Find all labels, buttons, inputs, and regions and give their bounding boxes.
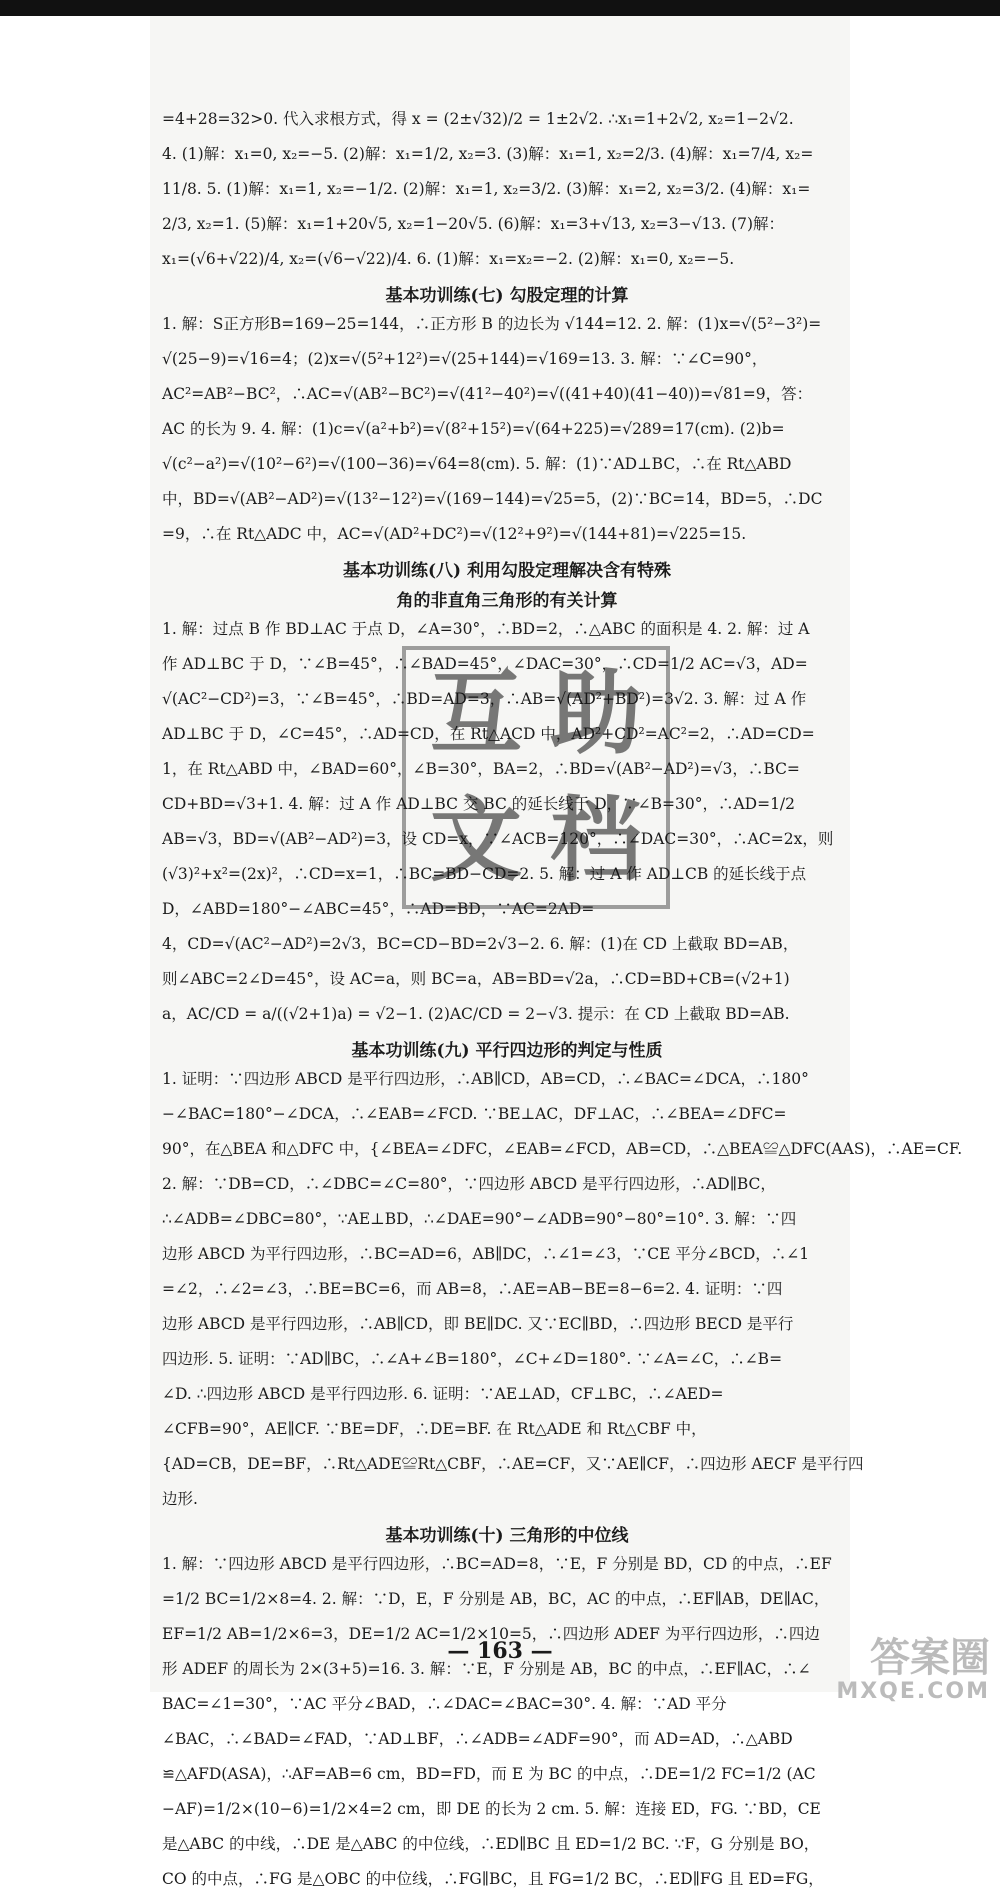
text-line: =1/2 BC=1/2×8=4. 2. 解：∵D，E，F 分别是 AB，BC，AC 的中点，∴EF∥AB，DE∥AC，	[162, 1590, 830, 1608]
text-line: BAC=∠1=30°，∵AC 平分∠BAD，∴∠DAC=∠BAC=30°. 4. 解：∵AD 平分	[162, 1695, 727, 1713]
text-line: 2. 解：∵DB=CD，∴∠DBC=∠C=80°，∵四边形 ABCD 是平行四边形，∴AD∥BC，	[162, 1175, 776, 1193]
text-line: 4. (1)解：x₁=0, x₂=−5. (2)解：x₁=1/2, x₂=3. (3)解：x₁=1, x₂=2/3. (4)解：x₁=7/4, x₂=	[162, 145, 814, 163]
stamp-char: 助	[549, 659, 642, 767]
text-line: EF=1/2 AB=1/2×6=3，DE=1/2 AC=1/2×10=5，∴四边形 ADEF 为平行四边形，∴四边	[162, 1625, 820, 1643]
stamp-char: 互	[429, 659, 522, 767]
text-line: AD⊥BC 于 D，∠C=45°，∴AD=CD，在 Rt△ACD 中，AD²+CD²=AC²=2，∴AD=CD=	[162, 725, 815, 743]
text-line: AC 的长为 9. 4. 解：(1)c=√(a²+b²)=√(8²+15²)=√(64+225)=√289=17(cm). (2)b=	[162, 420, 785, 438]
text-line: (√3)²+x²=(2x)²，∴CD=x=1，∴BC=BD−CD=2. 5. 解：过 A 作 AD⊥CB 的延长线于点	[162, 865, 807, 883]
section-heading-9: 基本功训练(九) 平行四边形的判定与性质	[351, 1041, 663, 1061]
text-line: 边形 ABCD 是平行四边形，∴AB∥CD，即 BE∥DC. 又∵EC∥BD，∴四边形 BECD 是平行	[162, 1315, 794, 1333]
text-line: =9，∴在 Rt△ADC 中，AC=√(AD²+DC²)=√(12²+9²)=√(144+81)=√225=15.	[162, 525, 747, 543]
text-line: ∠BAC，∴∠BAD=∠FAD，∵AD⊥BF，∴∠ADB=∠ADF=90°，而 AD=AD，∴△ABD	[162, 1730, 793, 1748]
text-line: −∠BAC=180°−∠DCA，∴∠EAB=∠FCD. ∵BE⊥AC，DF⊥AC，∴∠BEA=∠DFC=	[162, 1105, 787, 1123]
text-line: 则∠ABC=2∠D=45°，设 AC=a，则 BC=a，AB=BD=√2a，∴CD=BD+CB=(√2+1)	[162, 970, 790, 988]
text-line: 1. 解：过点 B 作 BD⊥AC 于点 D，∠A=30°，∴BD=2，∴△ABC 的面积是 4. 2. 解：过 A	[162, 620, 810, 638]
section-heading-8-line1: 基本功训练(八) 利用勾股定理解决含有特殊	[342, 561, 671, 581]
text-line: 1. 证明：∵四边形 ABCD 是平行四边形，∴AB∥CD，AB=CD，∴∠BAC=∠DCA，∴180°	[162, 1070, 809, 1088]
stamp-char: 档	[549, 787, 642, 895]
text-line: AB=√3，BD=√(AB²−AD²)=3，设 CD=x，∵∠ACB=120°，∴∠DAC=30°，∴AC=2x，则	[162, 830, 834, 848]
text-line: −AF)=1/2×(10−6)=1/2×4=2 cm，即 DE 的长为 2 cm. 5. 解：连接 ED，FG. ∵BD，CE	[162, 1800, 821, 1818]
watermark-url: MXQE.COM	[836, 1679, 990, 1704]
text-line: 1，在 Rt△ABD 中，∠BAD=60°，∠B=30°，BA=2，∴BD=√(AB²−AD²)=√3，∴BC=	[162, 760, 800, 778]
text-line: 1. 解：∵四边形 ABCD 是平行四边形，∴BC=AD=8，∵E，F 分别是 BD，CD 的中点，∴EF	[162, 1555, 832, 1573]
text-line: CD+BD=√3+1. 4. 解：过 A 作 AD⊥BC 交 BC 的延长线于 D，∵∠B=30°，∴AD=1/2	[162, 795, 796, 813]
text-line: 是△ABC 的中线，∴DE 是△ABC 的中位线，∴ED∥BC 且 ED=1/2 BC. ∵F，G 分别是 BO，	[162, 1835, 820, 1853]
text-line: 形 ADEF 的周长为 2×(3+5)=16. 3. 解：∵E，F 分别是 AB，BC 的中点，∴EF∥AC，∴∠	[162, 1660, 811, 1678]
stamp-char: 文	[429, 787, 522, 895]
text-line: √(25−9)=√16=4；(2)x=√(5²+12²)=√(25+144)=√169=13. 3. 解：∵∠C=90°，	[162, 350, 768, 368]
text-line: 中，BD=√(AB²−AD²)=√(13²−12²)=√(169−144)=√25=5，(2)∵BC=14，BD=5，∴DC	[162, 490, 823, 508]
text-line: ∠D. ∴四边形 ABCD 是平行四边形. 6. 证明：∵AE⊥AD，CF⊥BC，∴∠AED=	[162, 1385, 724, 1403]
left-margin	[0, 16, 150, 1716]
section-heading-7: 基本功训练(七) 勾股定理的计算	[385, 286, 629, 306]
page-number: — 163 —	[447, 1638, 553, 1664]
text-line: a，AC/CD = a/((√2+1)a) = √2−1. (2)AC/CD = 2−√3. 提示：在 CD 上截取 BD=AB.	[162, 1005, 790, 1023]
site-watermark	[790, 1636, 990, 1706]
watermark-stamp	[402, 646, 670, 909]
text-line: AC²=AB²−BC²，∴AC=√(AB²−BC²)=√(41²−40²)=√((41+40)(41−40))=√81=9，答：	[162, 385, 813, 403]
text-line: 11/8. 5. (1)解：x₁=1, x₂=−1/2. (2)解：x₁=1, x₂=3/2. (3)解：x₁=2, x₂=3/2. (4)解：x₁=	[162, 180, 811, 198]
watermark-text: 答案圈	[870, 1635, 990, 1681]
text-line: {AD=CB，DE=BF，∴Rt△ADE≌Rt△CBF，∴AE=CF，又∵AE∥CF，∴四边形 AECF 是平行四	[162, 1455, 864, 1473]
text-line: 四边形. 5. 证明：∵AD∥BC，∴∠A+∠B=180°，∠C+∠D=180°. ∵∠A=∠C，∴∠B=	[162, 1350, 783, 1368]
text-line: ≌△AFD(ASA)，∴AF=AB=6 cm，BD=FD，而 E 为 BC 的中点，∴DE=1/2 FC=1/2 (AC	[162, 1765, 816, 1783]
text-line: √(AC²−CD²)=3，∵∠B=45°，∴BD=AD=3，∴AB=√(AD²+BD²)=3√2. 3. 解：过 A 作	[162, 690, 807, 708]
text-line: x₁=(√6+√22)/4, x₂=(√6−√22)/4. 6. (1)解：x₁=x₂=−2. (2)解：x₁=0, x₂=−5.	[162, 250, 735, 268]
text-line: 4，CD=√(AC²−AD²)=2√3，BC=CD−BD=2√3−2. 6. 解：(1)在 CD 上截取 BD=AB，	[162, 935, 799, 953]
text-line: ∠CFB=90°，AE∥CF. ∵BE=DF，∴DE=BF. 在 Rt△ADE 和 Rt△CBF 中，	[162, 1420, 707, 1438]
text-line: =4+28=32>0. 代入求根方式，得 x = (2±√32)/2 = 1±2√2. ∴x₁=1+2√2, x₂=1−2√2.	[162, 110, 794, 128]
text-line: 90°，在△BEA 和△DFC 中，{∠BEA=∠DFC，∠EAB=∠FCD，AB=CD，∴△BEA≌△DFC(AAS)，∴AE=CF.	[162, 1140, 963, 1158]
text-line: CO 的中点，∴FG 是△OBC 的中位线，∴FG∥BC，且 FG=1/2 BC，∴ED∥FG 且 ED=FG，	[162, 1870, 824, 1888]
text-line: =∠2，∴∠2=∠3，∴BE=BC=6，而 AB=8，∴AE=AB−BE=8−6=2. 4. 证明：∵四	[162, 1280, 783, 1298]
text-line: 1. 解：S正方形B=169−25=144，∴正方形 B 的边长为 √144=12. 2. 解：(1)x=√(5²−3²)=	[162, 315, 822, 333]
section-heading-8-line2: 角的非直角三角形的有关计算	[396, 591, 618, 611]
text-line: √(c²−a²)=√(10²−6²)=√(100−36)=√64=8(cm). 5. 解：(1)∵AD⊥BC，∴在 Rt△ABD	[162, 455, 792, 473]
text-line: 2/3, x₂=1. (5)解：x₁=1+20√5, x₂=1−20√5. (6)解：x₁=3+√13, x₂=3−√13. (7)解：	[162, 215, 785, 233]
text-line: 边形.	[162, 1490, 198, 1508]
text-line: 边形 ABCD 为平行四边形，∴BC=AD=6，AB∥DC，∴∠1=∠3，∵CE 平分∠BCD，∴∠1	[162, 1245, 810, 1263]
top-dark-bar	[0, 0, 1000, 16]
text-line: ∴∠ADB=∠DBC=80°，∵AE⊥BD，∴∠DAE=90°−∠ADB=90°−80°=10°. 3. 解：∵四	[162, 1210, 797, 1228]
text-line: D，∠ABD=180°−∠ABC=45°，∴AD=BD，∵AC=2AD=	[162, 900, 595, 918]
text-line: 作 AD⊥BC 于 D，∵∠B=45°，∴∠BAD=45°，∠DAC=30°，∴CD=1/2 AC=√3，AD=	[162, 655, 808, 673]
section-heading-10: 基本功训练(十) 三角形的中位线	[385, 1526, 629, 1546]
